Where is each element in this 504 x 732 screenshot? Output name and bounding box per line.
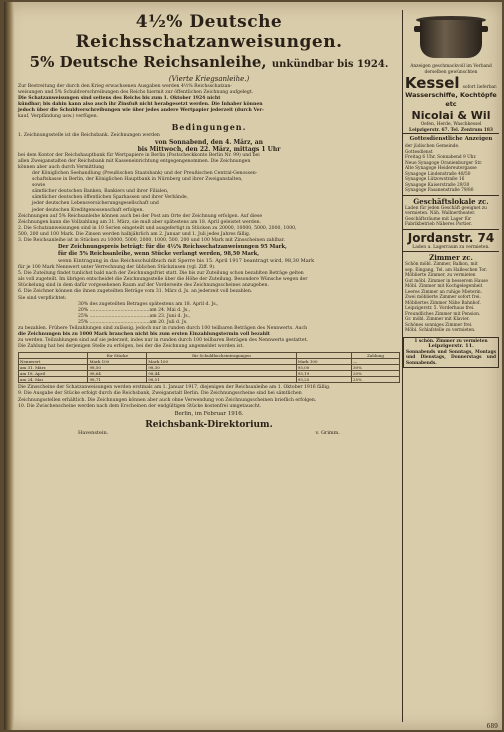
body-final	[18, 385, 400, 409]
condition-line: 1. Zeichnungsstelle ist die Reichsbank. Zeichnungen werden	[18, 132, 160, 138]
body-line: Die Zinsscheine der Schatzanweisungen werden erstmals am 1. Januar 1917, diejenigen der Reichsanleihe am 1. Oktober 1916 fällig.	[18, 385, 331, 391]
nicolai-brand: Nicolai & Wil	[411, 109, 491, 123]
conditions-list	[18, 133, 400, 245]
body-line: 9. Die Ausgabe der Stücke erfolgt durch die Reichsbank, Zweiganstalt Berlin. Die Zeichnungsscheine sind bei sämtlichen	[18, 391, 302, 397]
book-spine	[4, 2, 14, 730]
list-item: der jüdischen Gemeinde.	[405, 144, 460, 150]
payment-line: 30% des zugeteilten Betrages spätestens am 18. April d. Js.,	[78, 301, 219, 307]
condition-line: jeder deutschen Lebensversicherungsgesellschaft und	[32, 201, 159, 207]
body-line: Sie sind verpflichtet:	[18, 295, 67, 301]
list-item: Schönes sonniges Zimmer frei.	[405, 322, 473, 328]
gottesdienst-ad	[403, 133, 499, 195]
condition-line: 3. Die Reichsanleihe ist in Stücken zu 10000, 5000, 2000, 1000, 500, 200 und 100 Mark mit Zinsscheinen zahlbar.	[18, 237, 285, 243]
condition-line: der Königlichen Seehandlung (Preußischen Staatsbank) und der Preußischen Central-Genossen-	[32, 170, 258, 176]
table-cell: 98,71	[88, 377, 147, 383]
list-item: Gottesdienst	[405, 149, 433, 155]
table-cell: 25%	[352, 377, 400, 383]
list-item: Freundliches Zimmer mit Pension.	[405, 311, 481, 317]
table-cell: Mark 100	[88, 359, 147, 365]
list-item: Möbl. Zimmer mit Kochgelegenheit	[405, 284, 483, 290]
signature-title: Reichsbank-Direktorium.	[145, 419, 273, 430]
list-item: Fabrikbetrieb Näheres Portier.	[405, 222, 472, 228]
list-item: Synagoge Kaiserstraße 29/30	[405, 182, 470, 188]
table-cell: Mark 100	[147, 359, 296, 365]
table-cell: am 24. Mai	[19, 377, 88, 383]
list-item: Synagoge Lützowstraße 16	[405, 177, 465, 183]
condition-line: sämtlicher deutschen Banken, Bankiers und ihrer Filialen,	[32, 189, 169, 195]
zimmer-box-address: Leipzigerstr. 11.	[428, 343, 474, 350]
list-item: Leipzigerstr. 5. Vorderhaus frei.	[405, 306, 475, 312]
zimmer-ad	[403, 251, 499, 335]
list-item: sep. Eingang, Tel. am Halleschen Tor.	[405, 267, 487, 273]
table-cell: 98,30	[147, 365, 296, 371]
payment-table	[18, 352, 400, 383]
condition-line: 2. Die Schatzanweisungen sind in 10 Serien eingeteilt und ausgefertigt in Stücken zu 20000, 10000, 5000, 2000, 1000,	[18, 225, 297, 231]
condition-line: sämtlicher deutschen öffentlichen Sparkassen und ihrer Verbände,	[32, 195, 189, 201]
table-cell: 95,00	[296, 365, 351, 371]
pot-body	[420, 20, 482, 58]
condition-date-end: bis Mittwoch, den 22. März, mittags 1 Uhr	[137, 145, 281, 153]
pot-caption: Anzeigen geschmackvoll im Verband derselben gewünschten	[410, 64, 492, 75]
table-cell: am 18. April	[19, 371, 88, 377]
table-cell: am 31. März	[19, 365, 88, 371]
advertisement-column	[402, 10, 499, 722]
condition-date-start: von Sonnabend, den 4. März, an	[155, 138, 263, 146]
table-cell: 95,25	[296, 377, 351, 383]
list-item: Gut möbl. Zimmer in besserem Hause	[405, 278, 488, 284]
price-line: wenn Eintragung in das Reichsschuldbuch mit Sperre bis 15. April 1917 beantragt wird, 98,30 Mark	[58, 258, 315, 265]
signers	[18, 430, 400, 436]
condition-line: bei dem Kontor der Reichshauptbank für Wertpapiere in Berlin (Postscheckkonto Berlin Nr. 99) und bei	[18, 152, 260, 158]
table-cell: Mark 100	[296, 359, 351, 365]
price-line: für die 5% Reichsanleihe, wenn Stücke verlangt werden, 98,50 Mark,	[58, 251, 260, 258]
table-cell: 98,64	[88, 371, 147, 377]
table-cell: —	[352, 359, 400, 365]
payment-line: 20% .........................................am 24. Mai d. Js.,	[78, 307, 191, 313]
condition-line: können aber auch durch Vermittlung	[18, 164, 105, 170]
newspaper-page	[4, 2, 502, 730]
table-cell: 95,19	[296, 371, 351, 377]
list-item: Alte Synagoge Heidereutergasse	[405, 166, 477, 172]
jordanstr-ad	[403, 229, 499, 252]
table-cell: Nennwert	[19, 359, 88, 365]
price-block	[18, 244, 400, 265]
place-date: Berlin, im Februar 1916.	[174, 410, 244, 417]
notice-title-2: 5% Deutsche Reichsanleihe, unkündbar bis 1924.	[29, 53, 389, 71]
jordan-sub: Laden u. Lagerraum zu vermieten.	[412, 244, 490, 250]
table-header-cell: für Stücke	[88, 353, 147, 359]
intro-line: kündbar; bis dahin kann also auch ihr Zinsfuß nicht herabgesetzt werden. Die Inhaber können	[18, 102, 263, 108]
list-item: Schön möbl. Zimmer, Balkon, mit	[405, 262, 478, 268]
body-more	[18, 265, 400, 350]
signer-name: Havenstein.	[78, 429, 109, 436]
war-loan-notice	[18, 10, 400, 722]
table-cell: 98,50	[88, 365, 147, 371]
kessel-line: Wasserschiffe, Kochtöpfe etc	[405, 91, 497, 109]
gottesdienst-heading: Gottesdienstliche Anzeigen	[409, 136, 493, 143]
signer-name: v. Grimm.	[315, 429, 340, 436]
zimmer-box-text: Sonnabends und Sonntags, Montags und Dienstags, Donnerstags und Sonnabends.	[406, 349, 496, 366]
intro-line: weisungen und 5% Schuldverschreibungen des Reichs hiermit zur öffentlichen Zeichnung aufgelegt.	[18, 90, 254, 96]
body-line: Die Zahlung hat bei derjenigen Stelle zu erfolgen, bei der die Zeichnung angemeldet worden ist.	[18, 344, 244, 350]
kessel-brand: Kessel	[404, 74, 460, 93]
condition-line: Zeichnungen kann die Vollzahlung am 31. März, sie muß aber spätestens am 18. April geleistet werden.	[18, 219, 262, 225]
intro-paragraph	[18, 84, 400, 121]
body-line: als voll zugeteilt. Im übrigen entscheidet die Zeichnungsstelle über die Höhe der Zuteilung. Besondere Wünsche wegen der	[18, 277, 308, 283]
list-item: Möbliertes Zimmer Nähe Bahnhof.	[405, 300, 481, 306]
body-line: 10. Die Zwischenscheine werden nach dem Erscheinen der endgültigen Stücke kostenfrei umgetauscht.	[18, 403, 262, 409]
payment-line: 25% .........................................am 20. Juli d. Js.	[78, 319, 188, 325]
zimmer-heading: Zimmer zc.	[429, 253, 473, 263]
pot-handle	[414, 26, 422, 32]
notice-subtitle: (Vierte Kriegsanleihe.)	[168, 75, 250, 83]
zimmer-box-ad	[403, 337, 499, 369]
condition-line: 500, 200 und 100 Mark. Die Zinsen werden halbjährlich am 2. Januar und 1. Juli jedes Jahres fällig.	[18, 231, 251, 237]
condition-line: sowie	[32, 183, 46, 189]
jordan-address: Jordanstr. 74	[407, 230, 495, 245]
list-item: Laden für jeden Geschäft geeignet zu	[405, 205, 487, 211]
table-row	[19, 377, 400, 383]
condition-line: Zeichnungen auf 5% Reichsanleihe können auch bei der Post am Orte der Zeichnung erfolgen. Auf diese	[18, 213, 263, 219]
list-item: Gr. möbl. Zimmer mit Klavier.	[405, 317, 470, 323]
list-item: Freitag 6 Uhr. Sonnabend 9 Uhr.	[405, 155, 477, 161]
condition-line: schaftskasse in Berlin, der Königlichen Hauptbank in Nürnberg und ihrer Zweiganstalten,	[32, 177, 243, 183]
body-line: zu bezahlen. Frühere Teilzahlungen sind zulässig, jedoch nur in runden durch 100 teilbaren Beträgen des Nennwerts. Auch	[18, 326, 308, 331]
nicolai-sub: Oefen, Herde, Waschkessel	[420, 122, 482, 128]
list-item: Möblierte Zimmer, zu vermieten	[405, 273, 476, 279]
list-item: Neue Synagoge Oranienburger Str.	[405, 160, 483, 166]
table-header-cell: Zahlung	[352, 353, 400, 359]
list-item: Zwei möblierte Zimmer sofort frei.	[405, 295, 481, 301]
body-line: für je 100 Mark Nennwert unter Verrechnung der üblichen Stückzinsen (vgl. Ziff. 9).	[18, 265, 216, 271]
pot-handle	[480, 26, 488, 32]
list-item: vermieten. Näh. Wallnertheater.	[405, 211, 476, 217]
zimmer-box-heading: 1 schön. Zimmer zu vermieten	[414, 338, 488, 344]
list-item: Leeres Zimmer an ruhige Mieterin.	[405, 289, 483, 295]
payment-line: 25% .........................................am 23. Juni d. Js.,	[78, 313, 191, 319]
list-item: Geschäftsräume mit Lager für	[405, 216, 471, 222]
intro-line: Die Schatzanweisungen sind seitens des Reichs bis zum 1. Oktober 1924 nicht	[18, 96, 221, 102]
conditions-heading: Bedingungen.	[171, 121, 247, 132]
geschaeft-heading: Geschäftslokale zc.	[413, 196, 489, 206]
condition-line: jeder deutschen Kreditgenossenschaft erfolgen.	[32, 207, 144, 213]
nicolai-address: Leipzigerstr. 67. Tel. Zentrum 183	[409, 127, 493, 133]
intro-line: kauf, Verpfändung usw.) verfügen.	[18, 114, 99, 120]
intro-line: Zur Bestreitung der durch den Krieg erwachsenen Ausgaben werden 4½% Reichsschatzan-	[18, 84, 232, 89]
table-cell: 20%	[352, 371, 400, 377]
body-line: zu werden. Teilzahlungen sind auf sie jederzeit, indes nur in runden durch 100 teilbaren Beträgen des Nennwerts gestattet.	[18, 338, 308, 344]
list-item: Synagoge Fasanenstraße 79/80	[405, 188, 474, 194]
list-item: Synagoge Lindenstraße 48/50	[405, 171, 471, 177]
intro-line: jedoch über die Schuldverschreibungen wie über jedes andere Wertpapier jederzeit (durch Ver-	[18, 108, 264, 114]
notice-title: 4½% Deutsche Reichsschatzanweisungen.	[75, 12, 343, 52]
body-line: 5. Die Zuteilung findet tunlichst bald nach der Zeichnungsfrist statt. Die bis zur Zuteilung schon bezahlten Beträge gelten	[18, 271, 304, 277]
price-line: Der Zeichnungspreis beträgt: für die 4½% Reichsschatzanweisungen 95 Mark,	[58, 244, 287, 251]
list-item: Möbl. Schlafstelle zu vermieten.	[405, 328, 476, 334]
condition-line: allen Zweiganstalten der Reichsbank mit Kasseneinrichtung entgegengenommen. Die Zeichnungen	[18, 158, 251, 164]
kessel-ad	[403, 75, 499, 91]
table-cell: 98,44	[147, 371, 296, 377]
page-number: 689	[486, 723, 498, 730]
table-cell: 30%	[352, 365, 400, 371]
geschaeftslokale-ad	[403, 195, 499, 229]
table-header-cell: für Schuldbucheintragungen	[147, 353, 296, 359]
kessel-sub: sofort lieferbar.	[462, 85, 498, 91]
cooking-pot-illustration	[412, 12, 490, 64]
body-line: 6. Die Zeichner können die ihnen zugeteilten Beträge vom 31. März d. Js. an jederzeit voll bezahlen.	[18, 289, 253, 295]
body-line: Zeichnungsstellen erhältlich. Die Zeichnungen können aber auch ohne Verwendung von Zeichnungsscheinen brieflich erfolgen.	[18, 397, 317, 403]
table-cell: 98,51	[147, 377, 296, 383]
body-line: die Zeichnungen bis zu 1000 Mark brauchen nicht bis zum ersten Einzahlungstermin voll bezahlt	[18, 332, 270, 338]
body-line: Stückelung sind in dem dafür vorgesehenen Raum auf der Vorderseite des Zeichnungsscheines anzugeben.	[18, 283, 269, 289]
